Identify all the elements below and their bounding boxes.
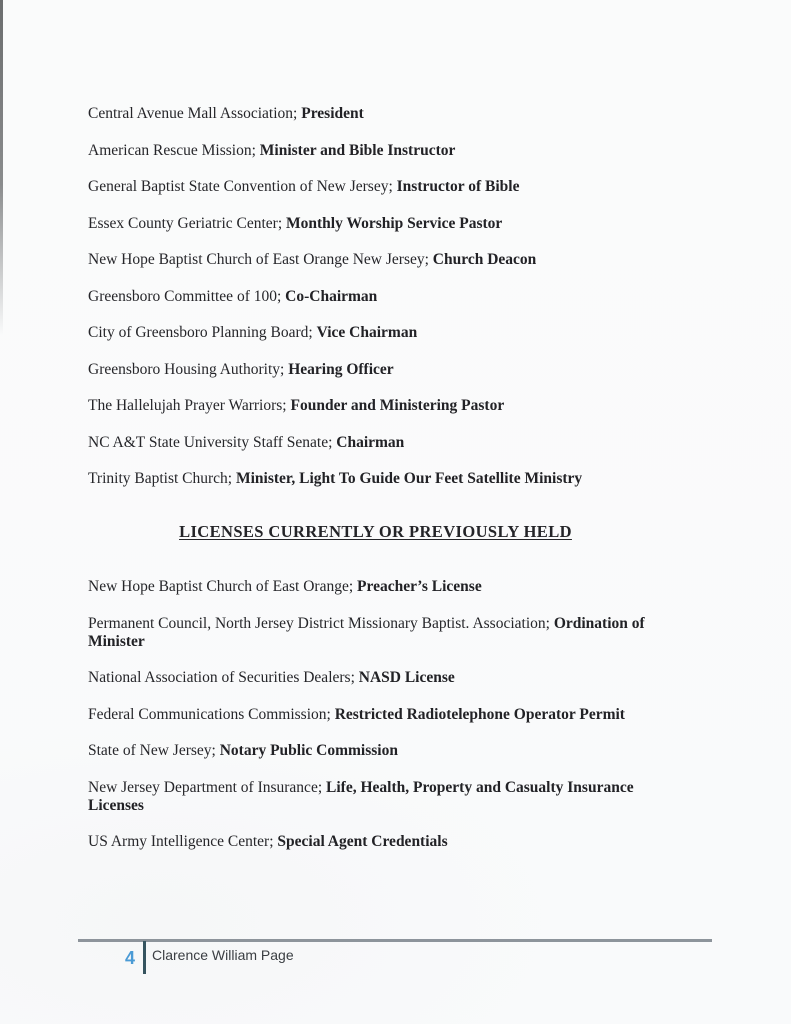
license-entry [88,578,663,596]
licenses-list [88,578,663,851]
affiliation-entry [88,251,663,269]
organization-name: Greensboro Committee of 100; [88,287,286,305]
affiliation-entry [88,324,663,342]
affiliation-entry [88,105,663,123]
footer-divider [143,941,146,974]
affiliation-entry [88,288,663,306]
role-title: Vice Chairman [316,324,418,341]
organization-name: National Association of Securities Dealers; [88,669,359,686]
affiliation-entry [88,178,663,196]
affiliations-list [88,105,663,488]
page-number: 4 [124,948,135,968]
affiliation-entry [88,397,663,415]
affiliation-entry [88,470,663,488]
role-title: Preacher’s License [357,578,482,595]
license-entry [88,779,663,815]
role-title: Minister and Bible Instructor [259,141,456,159]
role-title: Chairman [336,433,405,451]
affiliation-entry [88,215,663,233]
license-entry [88,615,663,651]
affiliation-entry [88,361,663,379]
organization-name: General Baptist State Convention of New Jersey; [88,178,397,195]
role-title: NASD License [358,669,455,686]
organization-name: Essex County Geriatric Center; [88,214,287,232]
license-entry [88,706,663,724]
organization-name: State of New Jersey; [88,742,220,759]
license-entry [88,833,663,851]
organization-name: New Hope Baptist Church of East Orange New Jersey; [88,251,433,268]
document-body [88,0,663,870]
affiliation-entry [88,142,663,160]
role-title: Minister, Light To Guide Our Feet Satellite Ministry [235,470,583,487]
role-title: Restricted Radiotelephone Operator Permit [334,705,625,723]
role-title: Ordination of Minister [88,614,645,650]
role-title: Co-Chairman [285,287,378,305]
role-title: Notary Public Commission [219,742,398,759]
organization-name: Greensboro Housing Authority; [88,360,289,378]
organization-name: City of Greensboro Planning Board; [88,324,317,341]
organization-name: New Hope Baptist Church of East Orange; [88,578,358,595]
organization-name: Central Avenue Mall Association; [88,105,302,122]
organization-name: New Jersey Department of Insurance; [88,778,327,796]
role-title: Hearing Officer [288,360,394,378]
organization-name: Trinity Baptist Church; [88,470,236,487]
role-title: Life, Health, Property and Casualty Insurance Licenses [88,778,634,814]
organization-name: Permanent Council, North Jersey District Missionary Baptist. Association; [88,614,554,632]
organization-name: US Army Intelligence Center; [88,833,278,850]
affiliation-entry [88,434,663,452]
scan-edge-artifact [0,0,3,335]
license-entry [88,669,663,687]
role-title: Founder and Ministering Pastor [290,397,505,414]
organization-name: Federal Communications Commission; [88,705,335,723]
footer-author: Clarence William Page [152,947,294,963]
organization-name: NC A&T State University Staff Senate; [88,433,337,451]
role-title: Special Agent Credentials [277,833,448,850]
license-entry [88,742,663,760]
role-title: President [301,105,364,122]
organization-name: The Hallelujah Prayer Warriors; [88,397,291,414]
role-title: Instructor of Bible [396,178,520,195]
footer-rule [78,939,712,942]
role-title: Church Deacon [432,251,537,268]
organization-name: American Rescue Mission; [88,141,260,159]
role-title: Monthly Worship Service Pastor [286,214,503,232]
section-heading: LICENSES CURRENTLY OR PREVIOUSLY HELD [179,522,572,541]
